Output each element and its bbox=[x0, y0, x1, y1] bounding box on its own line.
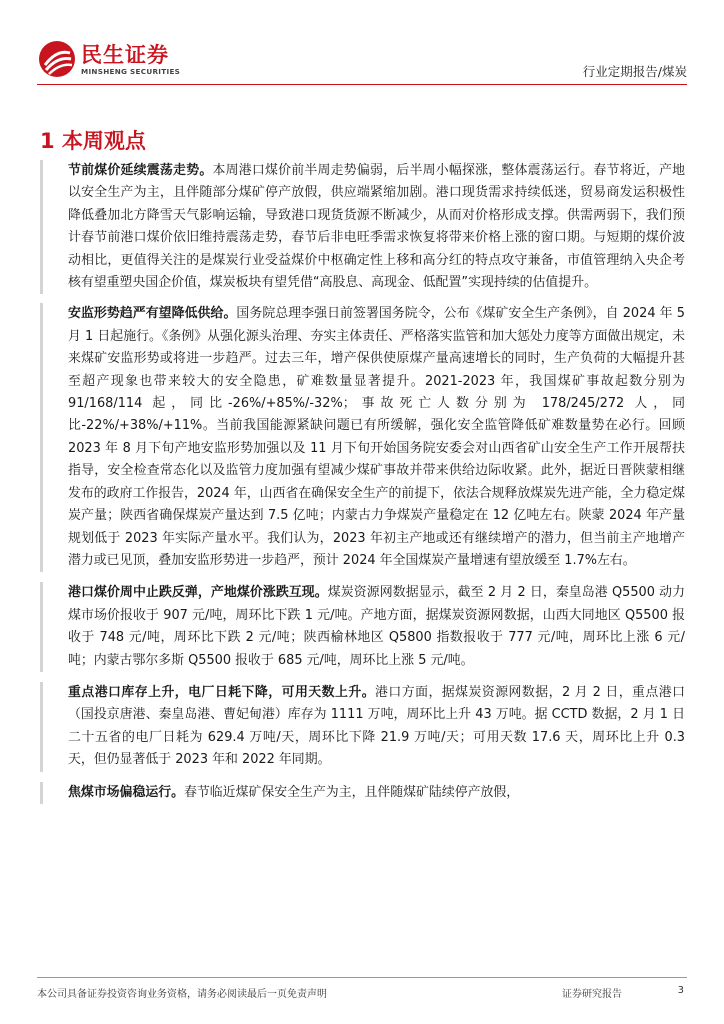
footer-disclaimer: 本公司具备证券投资咨询业务资格，请务必阅读最后一页免责声明 bbox=[37, 989, 327, 1000]
logo-text-cn: 民生证券 bbox=[81, 43, 169, 67]
paragraph-text: 国务院总理李强日前签署国务院令，公布《煤矿安全生产条例》，自 2024 年 5 月 1 日起施行。《条例》从强化源头治理、夯实主体责任、严格落实监管和加大惩处力度等方面做出规定，未来煤矿安监形势或将进一步趋严。过去三年，增产保供使原煤产量高速增长的同时，生产负荷的大幅提升甚至超产现象也带来较大的安全隐患，矿难数量显著提升。2021-2023 年，我国煤矿事故起数分别为 91/168/114 起，同比-26%/+85%/-32%；事故死亡人数分别为 178/245/272 人，同比-22%/+38%/+11%。当前我国能源紧缺问题已有所缓解，强化安全监管降低矿难数量势在必行。回顾 2023 年 8 月下旬产地安监形势加强以及 11 月下旬开始国务院安委会对山西省矿山安全生产工作开展帮扶指导，安全检查常态化以及监管力度加强有望减少煤矿事故并带来供给边际收紧。此外，据近日晋陕蒙相继发布的政府工作报告，2024 年，山西省在确保安全生产的前提下，依法合规释放煤炭先进产能，全力稳定煤炭产量；陕西省确保煤炭产量达到 7.5 亿吨；内蒙古力争煤炭产量稳定在 12 亿吨左右。陕蒙 2024 年产量规划低于 2023 年实际产量水平。我们认为，2023 年初主产地或还有继续增产的潜力，但当前主产地增产潜力或已见顶，叠加安监形势进一步趋严，预计 2024 年全国煤炭产量增速有望放缓至 1.7%左右。 bbox=[68, 306, 686, 568]
paragraph-text: 本周港口煤价前半周走势偏弱，后半周小幅探涨，整体震荡运行。春节将近，产地以安全生产为主，且伴随部分煤矿停产放假，供应端紧缩加剧。港口现货需求持续低迷，贸易商发运积极性降低叠加北方降雪天气影响运输，导致港口现货货源不断减少，从而对价格形成支撑。供需两弱下，我们预计春节前港口煤价依旧维持震荡走势，春节后非电旺季需求恢复将带来价格上涨的窗口期。与短期的煤价波动相比，更值得关注的是煤炭行业受益煤价中枢确定性上移和高分红的特点攻守兼备，市值管理纳入央企考核有望重塑央国企价值，煤炭板块有望凭借“高股息、高现金、低配置”实现持续的估值提升。 bbox=[68, 163, 686, 291]
section-title: 1 本周观点 bbox=[40, 129, 146, 153]
paragraph-coking-coal bbox=[40, 782, 685, 804]
paragraph-port-prices bbox=[40, 582, 685, 672]
page-header bbox=[0, 0, 724, 92]
paragraph-text: 港口方面，据煤炭资源网数据，2 月 2 日，重点港口（国投京唐港、秦皇岛港、曹妃甸港）库存为 1111 万吨，周环比上升 43 万吨。据 CCTD 数据，2 月 1 日二十五省的电厂日耗为 629.4 万吨/天，周环比下降 21.9 万吨/天；可用天数 17.6 天，周环比上升 0.3 天，但仍显著低于 2023 年和 2022 年同期。 bbox=[68, 684, 685, 768]
paragraph-text: 春节临近煤矿保安全生产为主，且伴随煤矿陆续停产放假， bbox=[184, 784, 520, 800]
paragraph-text: 煤炭资源网数据显示，截至 2 月 2 日，秦皇岛港 Q5500 动力煤市场价报收于 907 元/吨，周环比下跌 1 元/吨。产地方面，据煤炭资源网数据，山西大同地区 Q5500 报收于 748 元/吨，周环比下跌 2 元/吨；陕西榆林地区 Q5800 指数报收于 777 元/吨，周环比上涨 6 元/吨；内蒙古鄂尔多斯 Q5500 报收于 685 元/吨，周环比上涨 5 元/吨。 bbox=[68, 585, 686, 668]
paragraph-lead: 焦煤市场偏稳运行。 bbox=[68, 784, 185, 800]
header-divider bbox=[37, 84, 687, 85]
paragraph-coal-price bbox=[40, 160, 685, 294]
paragraph-lead: 节前煤价延续震荡走势。 bbox=[68, 163, 213, 178]
report-body bbox=[40, 160, 685, 804]
logo-text-en: MINSHENG SECURITIES bbox=[81, 67, 181, 76]
paragraph-lead: 安监形势趋严有望降低供给。 bbox=[68, 306, 237, 322]
minsheng-logo-icon bbox=[37, 39, 77, 79]
paragraph-lead: 重点港口库存上升，电厂日耗下降，可用天数上升。 bbox=[68, 684, 376, 700]
paragraph-port-inventory bbox=[40, 682, 685, 772]
report-category: 行业定期报告/煤炭 bbox=[582, 64, 687, 79]
page-number: 3 bbox=[677, 985, 684, 996]
paragraph-lead: 港口煤价周中止跌反弹，产地煤价涨跌互现。 bbox=[68, 585, 328, 601]
paragraph-safety-supervision bbox=[40, 303, 685, 572]
footer-label: 证券研究报告 bbox=[562, 989, 622, 1000]
minsheng-logo bbox=[37, 37, 187, 85]
footer-divider bbox=[37, 977, 687, 978]
